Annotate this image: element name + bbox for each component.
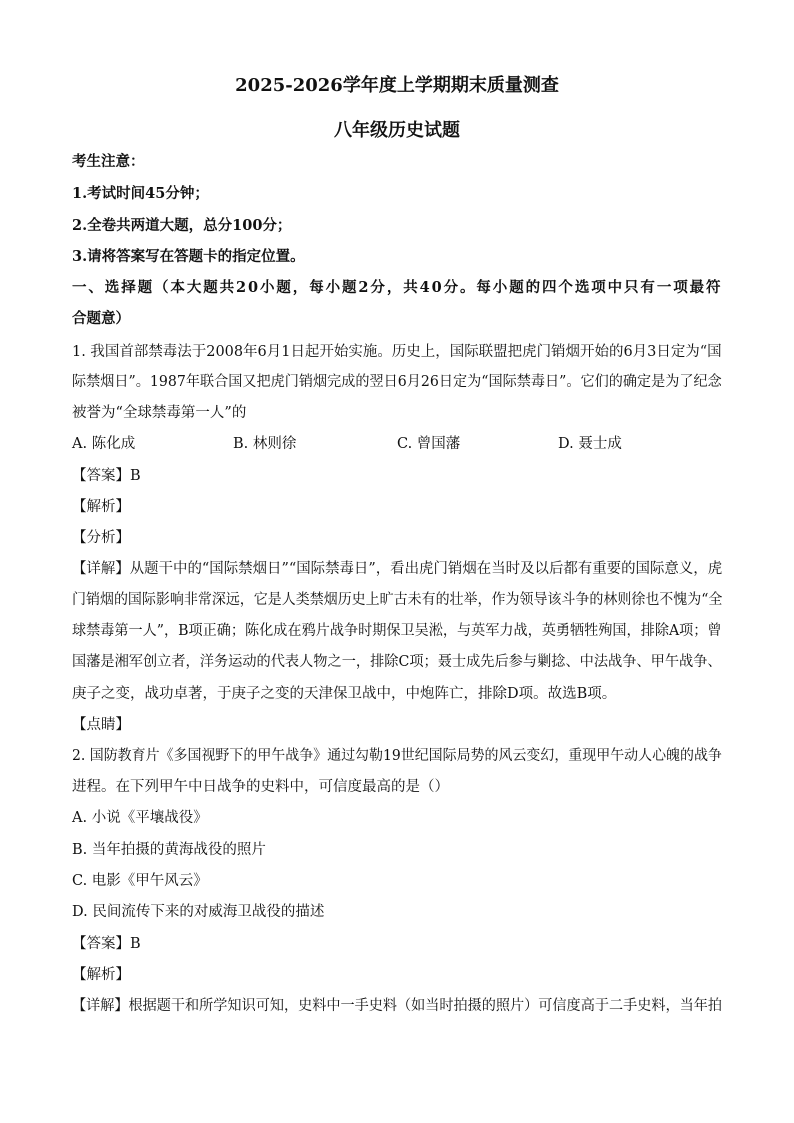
q2-stem-line: 2. 国防教育片《多国视野下的甲午战争》通过勾勒19世纪国际局势的风云变幻，重现甲午动人心魄的战争 <box>72 748 722 764</box>
q1-option-d: D. 聂士成 <box>558 436 622 452</box>
notice-item: 1.考试时间45分钟； <box>72 185 209 202</box>
q2-option-a: A. 小说《平壤战役》 <box>72 810 208 826</box>
q2-stem-line: 进程。在下列甲午中日战争的史料中，可信度最高的是（） <box>72 779 449 795</box>
q1-option-a: A. 陈化成 <box>72 436 136 452</box>
q1-analysis-label: 【解析】 <box>72 499 130 515</box>
exam-title: 2025-2026学年度上学期期末质量测查 <box>235 75 559 96</box>
q2-option-b: B. 当年拍摄的黄海战役的照片 <box>72 842 266 858</box>
q1-option-b: B. 林则徐 <box>233 436 297 452</box>
q1-detail-line: 庚子之变，战功卓著，于庚子之变的天津保卫战中，中炮阵亡，排除D项。故选B项。 <box>72 686 617 702</box>
q1-stem-line: 被誉为“全球禁毒第一人”的 <box>72 405 247 421</box>
q1-detail-line: 球禁毒第一人”，B项正确；陈化成在鸦片战争时期保卫吴淞，与英军力战，英勇牺牲殉国，排除A项；曾 <box>72 623 722 639</box>
section-heading: 一、选择题（本大题共20小题，每小题2分，共40分。每小题的四个选项中只有一项最符 <box>72 279 723 296</box>
notice-item: 2.全卷共两道大题，总分100分； <box>72 217 292 234</box>
q1-fenxi-label: 【分析】 <box>72 530 130 546</box>
q2-detail-line: 【详解】根据题干和所学知识可知，史料中一手史料（如当时拍摄的照片）可信度高于二手史料，当年拍 <box>72 998 722 1014</box>
q2-option-d: D. 民间流传下来的对威海卫战役的描述 <box>72 904 325 920</box>
q1-answer: 【答案】B <box>72 468 141 484</box>
notice-item: 3.请将答案写在答题卡的指定位置。 <box>72 248 305 265</box>
q1-detail-line: 【详解】从题干中的“国际禁烟日”“国际禁毒日”，看出虎门销烟在当时及以后都有重要的国际意义，虎 <box>72 561 723 577</box>
q2-analysis-label: 【解析】 <box>72 967 130 983</box>
q1-stem-line: 际禁烟日”。1987年联合国又把虎门销烟完成的翌日6月26日定为“国际禁毒日”。它们的确定是为了纪念 <box>72 374 722 390</box>
q1-detail-line: 国藩是湘军创立者，洋务运动的代表人物之一，排除C项；聂士成先后参与剿捻、中法战争、甲午战争、 <box>72 654 722 670</box>
q1-stem-line: 1. 我国首部禁毒法于2008年6月1日起开始实施。历史上，国际联盟把虎门销烟开始的6月3日定为“国 <box>72 344 722 360</box>
q2-answer: 【答案】B <box>72 936 141 952</box>
q1-option-c: C. 曾国藩 <box>397 436 461 452</box>
q1-dianjing-label: 【点睛】 <box>72 717 130 733</box>
section-heading-cont: 合题意） <box>72 310 130 327</box>
q1-detail-line: 门销烟的国际影响非常深远，它是人类禁烟历史上旷古未有的壮举，作为领导该斗争的林则徐也不愧为“全 <box>72 592 723 608</box>
notice-heading: 考生注意： <box>72 153 145 170</box>
exam-subtitle: 八年级历史试题 <box>334 120 460 141</box>
q2-option-c: C. 电影《甲午风云》 <box>72 873 208 889</box>
